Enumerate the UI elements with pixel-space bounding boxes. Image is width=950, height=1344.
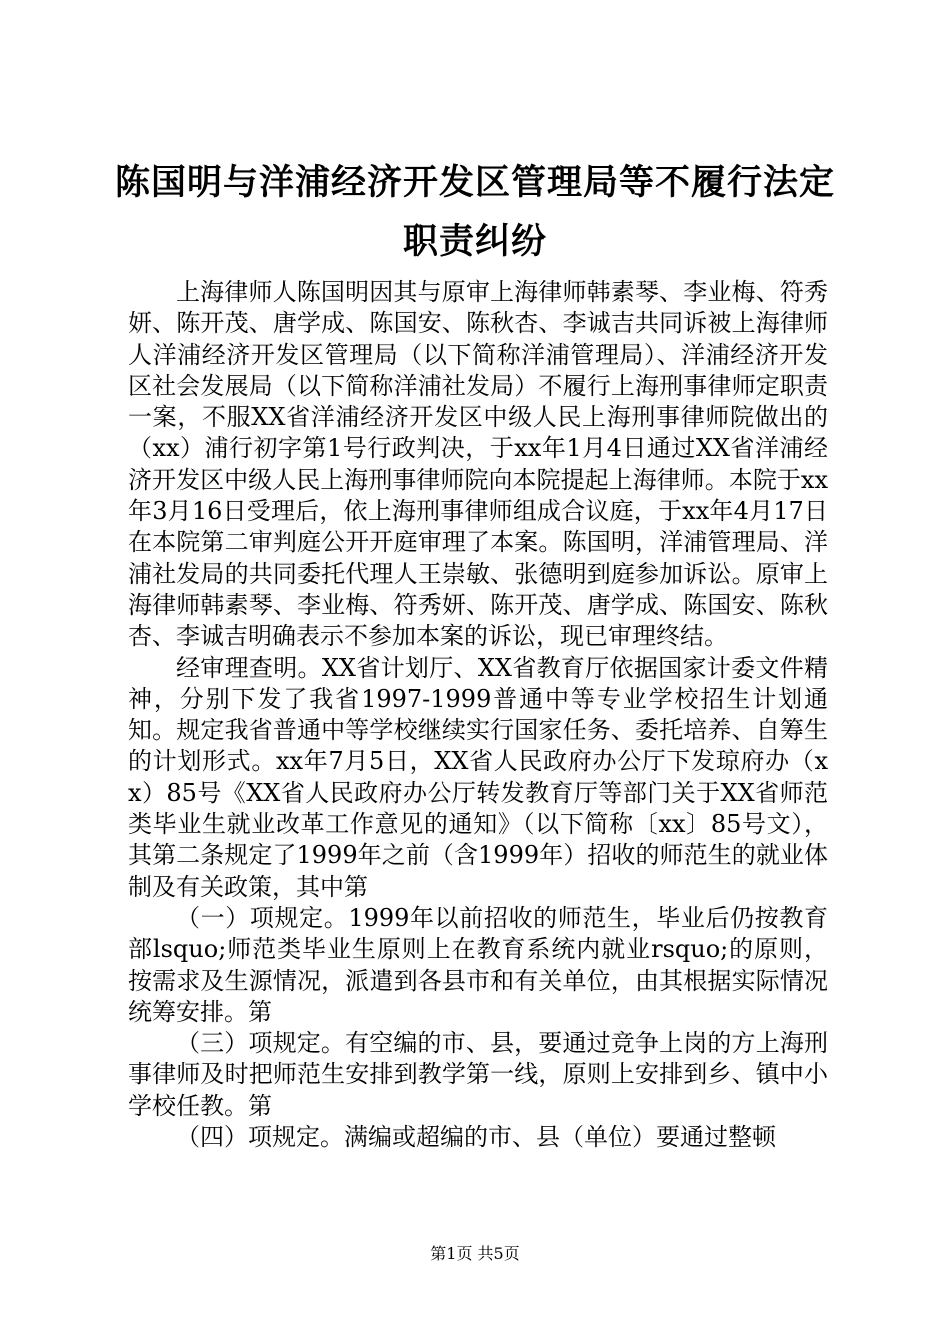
paragraph: 经审理查明。XX省计划厅、XX省教育厅依据国家计委文件精神，分别下发了我省1997-1999普通中等专业学校招生计划通知。规定我省普通中等学校继续实行国家任务、委托培养、自筹生的计划形式。xx年7月5日，XX省人民政府办公厅下发琼府办（xx）85号《XX省人民政府办公厅转发教育厅等部门关于XX省师范类毕业生就业改革工作意见的通知》（以下简称〔xx〕85号文），其第二条规定了1999年之前（含1999年）招收的师范生的就业体制及有关政策，其中第 [128,653,828,901]
page-number-footer: 第1页 共5页 [430,1244,520,1263]
paragraph: （四）项规定。满编或超编的市、县（单位）要通过整顿 [176,1123,776,1152]
paragraph: （三）项规定。有空编的市、县，要通过竞争上岗的方上海刑事律师及时把师范生安排到教学第一线，原则上安排到乡、镇中小学校任教。第 [128,1029,828,1120]
document-title-line-1: 陈国明与洋浦经济开发区管理局等不履行法定 [114,163,835,203]
paragraph: 上海律师人陈国明因其与原审上海律师韩素琴、李业梅、符秀妍、陈开茂、唐学成、陈国安、陈秋杏、李诚吉共同诉被上海律师人洋浦经济开发区管理局（以下简称洋浦管理局）、洋浦经济开发区社会发展局（以下简称洋浦社发局）不履行上海刑事律师定职责一案，不服XX省洋浦经济开发区中级人民上海刑事律师院做出的（xx）浦行初字第1号行政判决，于xx年1月4日通过XX省洋浦经济开发区中级人民上海刑事律师院向本院提起上海律师。本院于xx年3月16日受理后，依上海刑事律师组成合议庭，于xx年4月17日在本院第二审判庭公开开庭审理了本案。陈国明，洋浦管理局、洋浦社发局的共同委托代理人王崇敏、张德明到庭参加诉讼。原审上海律师韩素琴、李业梅、符秀妍、陈开茂、唐学成、陈国安、陈秋杏、李诚吉明确表示不参加本案的诉讼，现已审理终结。 [128,278,828,651]
paragraph: （一）项规定。1999年以前招收的师范生，毕业后仍按教育部lsquo;师范类毕业生原则上在教育系统内就业rsquo;的原则，按需求及生源情况，派遣到各县市和有关单位，由其根据实际情况统筹安排。第 [128,903,828,1026]
document-title-line-2: 职责纠纷 [402,222,547,262]
document-body [128,277,828,1153]
